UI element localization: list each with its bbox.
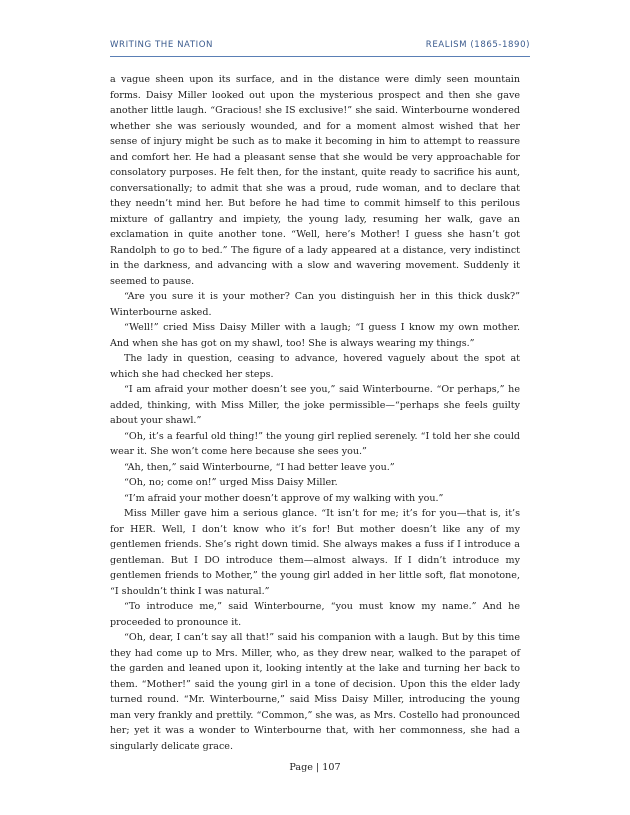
header-chapter-title: REALISM (1865-1890) (425, 40, 530, 50)
paragraph: “I’m afraid your mother doesn’t approve of my walking with you.” (124, 492, 444, 504)
paragraph: a vague sheen upon its surface, and in the distance were dimly seen mountain forms. Daisy Miller looked out upon the mysterious prospect and then she gave another little laugh. “Gracious! she IS exclusive!” she said. Winterbourne wondered whether she was seriously wounded, and for a moment almost wished that her sense of injury might be such as to make it becoming in him to attempt to reassure and comfort her. He had a pleasant sense that she would be very approachable for consolatory purposes. He felt then, for the instant, quite ready to sacrifice his aunt, conversationally; to admit that she was a proud, rude woman, and to declare that they needn’t mind her. But before he had time to commit himself to this perilous mixture of gallantry and impiety, the young lady, resuming her walk, gave an exclamation in quite another tone. “Well, here’s Mother! I guess she hasn’t got Randolph to go to bed.” The figure of a lady appeared at a distance, very indistinct in the darkness, and advancing with a slow and wavering movement. Suddenly it seemed to pause. (110, 74, 520, 287)
paragraph: “Oh, dear, I can’t say all that!” said his companion with a laugh. But by this time they had come up to Mrs. Miller, who, as they drew near, walked to the parapet of the garden and leaned upon it, looking intently at the lake and turning her back to them. “Mother!” said the young girl in a tone of decision. Upon this the elder lady turned round. “Mr. Winterbourne,” said Miss Daisy Miller, introducing the young man very frankly and prettily. “Common,” she was, as Mrs. Costello had pronounced her; yet it was a wonder to Winterbourne that, with her commonness, she had a singularly delicate grace. (110, 632, 520, 752)
header-section-title: WRITING THE NATION (110, 40, 213, 50)
header-rule (110, 56, 530, 57)
paragraph: “Oh, it’s a fearful old thing!” the young girl replied serenely. “I told her she could wear it. She won’t come here because she sees you.” (110, 430, 520, 457)
body-text (110, 72, 520, 754)
paragraph: “Oh, no; come on!” urged Miss Daisy Miller. (124, 477, 338, 488)
paragraph: “I am afraid your mother doesn’t see you,” said Winterbourne. “Or perhaps,” he added, thinking, with Miss Miller, the joke permissible—“perhaps she feels guilty about your shawl.” (110, 384, 520, 426)
running-header (110, 40, 530, 50)
paragraph: The lady in question, ceasing to advance, hovered vaguely about the spot at which she had checked her steps. (110, 353, 520, 380)
paragraph: “Are you sure it is your mother? Can you distinguish her in this thick dusk?” Winterbourne asked. (110, 291, 520, 318)
page-number: Page | 107 (289, 762, 341, 773)
paragraph: “To introduce me,” said Winterbourne, “you must know my name.” And he proceeded to pronounce it. (110, 601, 520, 628)
paragraph: “Well!” cried Miss Daisy Miller with a laugh; “I guess I know my own mother. And when she has got on my shawl, too! She is always wearing my things.” (110, 322, 520, 349)
paragraph: “Ah, then,” said Winterbourne, “I had better leave you.” (124, 461, 395, 473)
paragraph: Miss Miller gave him a serious glance. “It isn’t for me; it’s for you—that is, it’s for HER. Well, I don’t know who it’s for! But mother doesn’t like any of my gentlemen friends. She’s right down timid. She always makes a fuss if I introduce a gentleman. But I DO introduce them—almost always. If I didn’t introduce my gentlemen friends to Mother,” the young girl added in her little soft, flat monotone, “I shouldn’t think I was natural.” (110, 508, 520, 597)
